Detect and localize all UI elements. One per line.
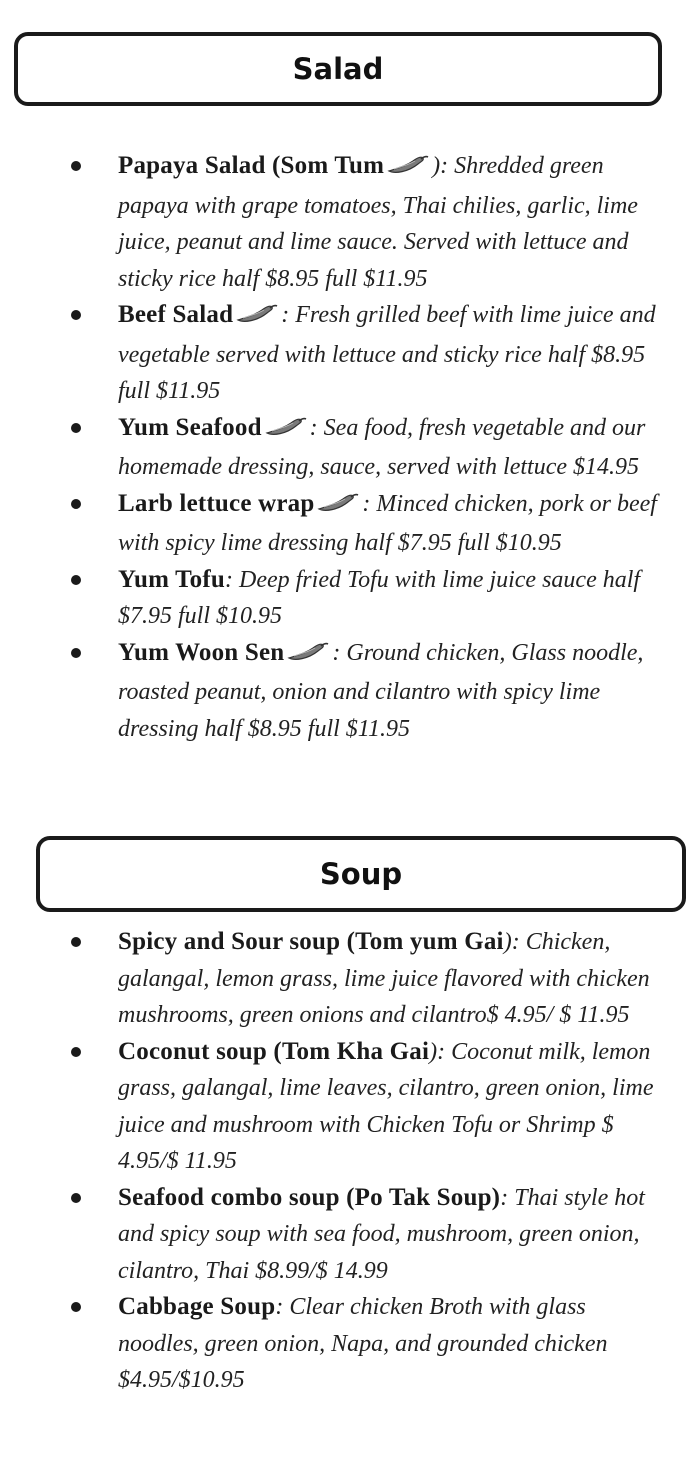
item-description: Minced chicken, pork or beef with spicy lime dressing half $7.95 full $10.95 — [118, 490, 657, 556]
item-description: Ground chicken, Glass noodle, roasted peanut, onion and cilantro with spicy lime dressing half $8.95 full $11.95 — [118, 639, 644, 742]
item-description: Shredded green papaya with grape tomatoes, Thai chilies, garlic, lime juice, peanut and lime sauce. Served with lettuce and sticky rice half $8.95 full $11.95 — [118, 153, 638, 292]
item-description: Sea food, fresh vegetable and our homemade dressing, sauce, served with lettuce $14.95 — [118, 414, 646, 480]
chili-pepper-icon — [286, 638, 330, 675]
menu-item — [68, 1034, 668, 1180]
item-description: Deep fried Tofu with lime juice sauce half $7.95 full $10.95 — [118, 566, 641, 629]
item-separator: : — [281, 302, 290, 328]
salad-section-title: Salad — [292, 52, 384, 86]
menu-item — [68, 1180, 668, 1290]
menu-item — [68, 297, 668, 410]
item-separator: : — [362, 490, 371, 517]
chili-pepper-icon — [316, 489, 360, 526]
menu-item — [68, 1289, 668, 1399]
chili-pepper-icon — [386, 151, 430, 188]
item-name: Spicy and Sour soup (Tom yum Gai — [118, 928, 504, 955]
menu-item — [68, 635, 668, 748]
item-name: Cabbage Soup — [118, 1293, 276, 1320]
item-separator: : — [500, 1184, 509, 1211]
soup-section-title: Soup — [319, 857, 403, 891]
item-separator: ): — [432, 153, 449, 179]
item-separator: ): — [429, 1038, 446, 1065]
soup-header-box — [36, 836, 686, 912]
menu-item — [68, 924, 668, 1034]
item-name: Seafood combo soup (Po Tak Soup) — [118, 1183, 501, 1211]
item-description: Chicken, galangal, lemon grass, lime juice flavored with chicken mushrooms, green onions and cilantro$ 4.95/ $ 11.95 — [118, 929, 650, 1028]
item-name: Coconut soup (Tom Kha Gai — [118, 1037, 430, 1065]
item-name: Yum Woon Sen — [118, 638, 285, 666]
item-description: Fresh grilled beef with lime juice and vegetable served with lettuce and sticky rice half $8.95 full $11.95 — [118, 302, 656, 404]
menu-item — [68, 562, 668, 635]
item-name: Papaya Salad (Som Tum — [118, 152, 385, 179]
salad-list — [68, 148, 668, 747]
item-name: Larb lettuce wrap — [118, 489, 315, 517]
salad-header-box — [14, 32, 662, 106]
menu-item — [68, 486, 668, 562]
item-description: Clear chicken Broth with glass noodles, green onion, Napa, and grounded chicken $4.95/$10.95 — [118, 1294, 608, 1393]
item-name: Yum Tofu — [118, 565, 225, 593]
item-separator: : — [309, 414, 318, 441]
item-separator: : — [225, 566, 233, 593]
soup-list — [68, 924, 668, 1399]
menu-item — [68, 410, 668, 486]
item-description: Thai style hot and spicy soup with sea food, mushroom, green onion, cilantro, Thai $8.99/$ 14.99 — [118, 1184, 645, 1284]
item-separator: ): — [503, 929, 520, 955]
item-separator: : — [332, 639, 341, 666]
chili-pepper-icon — [264, 413, 308, 450]
item-name: Yum Seafood — [118, 413, 262, 441]
item-name: Beef Salad — [118, 301, 234, 328]
item-description: Coconut milk, lemon grass, galangal, lime leaves, cilantro, green onion, lime juice and mushroom with Chicken Tofu or Shrimp $ 4.95/$ 11.95 — [118, 1038, 654, 1174]
item-separator: : — [275, 1294, 284, 1320]
chili-pepper-icon — [235, 300, 279, 337]
menu-item — [68, 148, 668, 297]
